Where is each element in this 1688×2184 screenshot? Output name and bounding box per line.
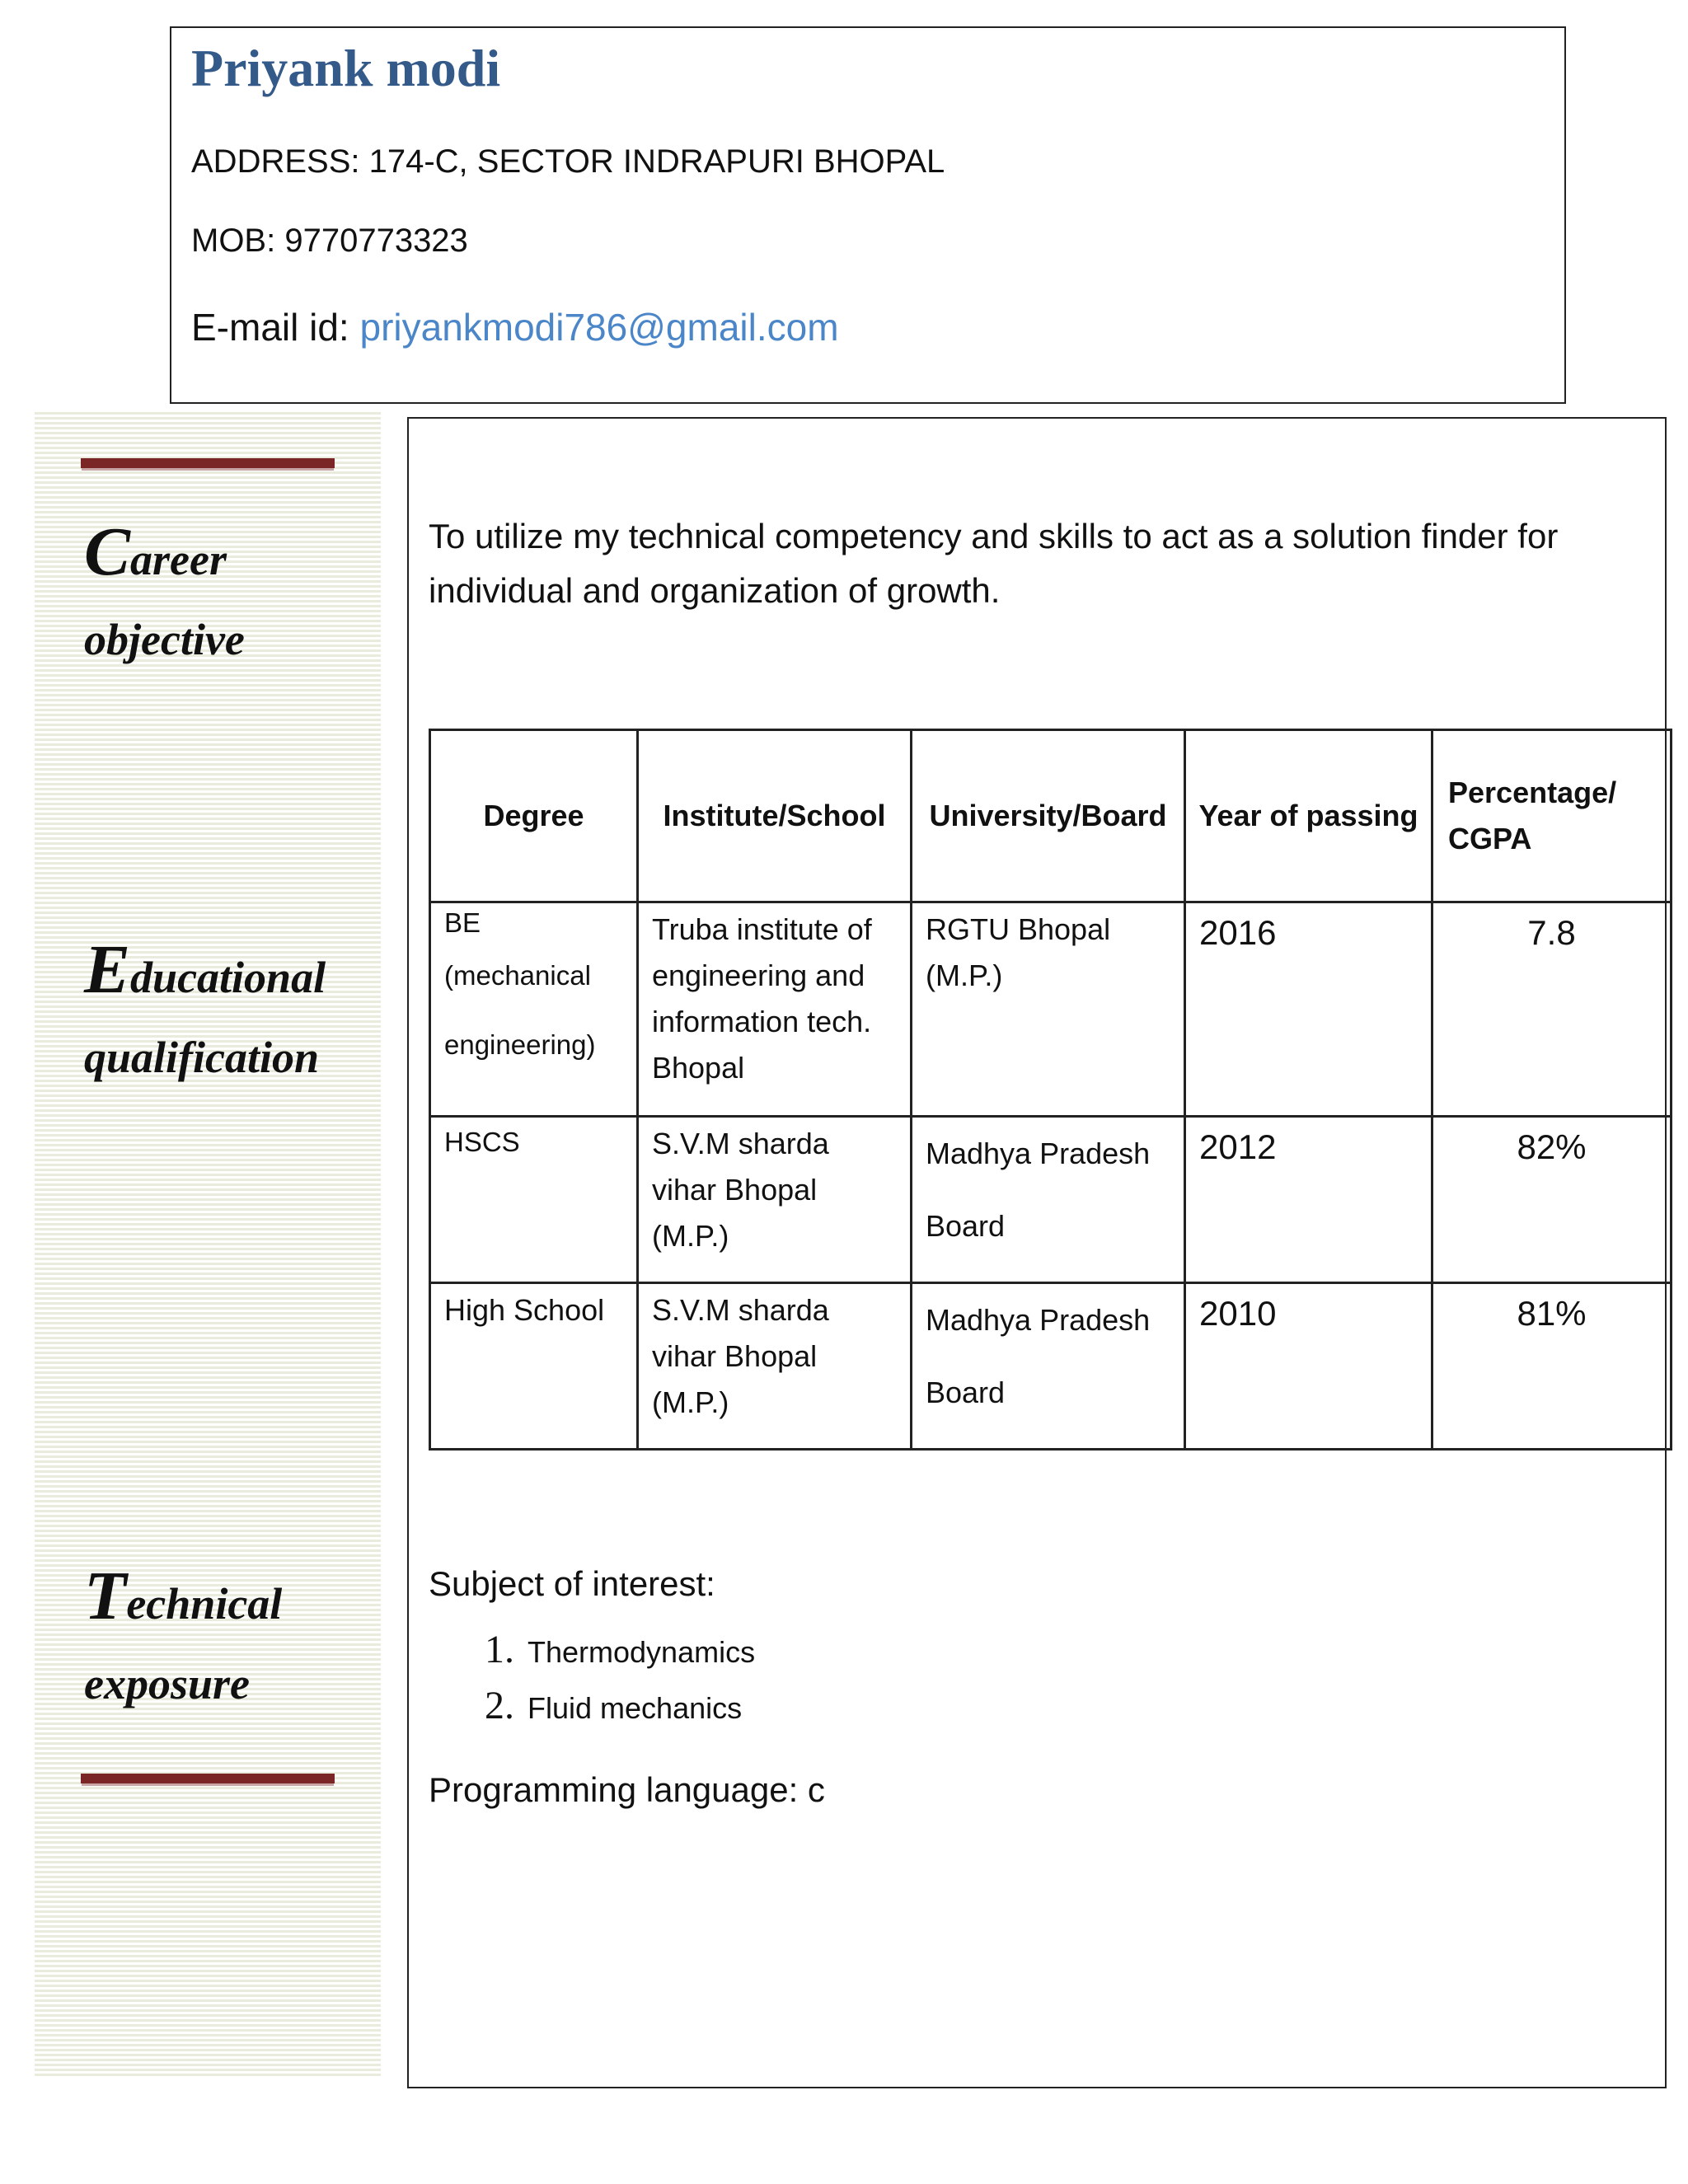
bottom-accent-bar [81, 1774, 335, 1783]
career-objective-text: To utilize my technical competency and skills to act as a solution finder for individual and organization of growth. [429, 517, 1559, 610]
educational-qualification-heading: Educational qualification [84, 931, 326, 1083]
list-number: 2. [485, 1684, 514, 1727]
list-number: 1. [485, 1628, 514, 1671]
career-objective-heading: Career objective [84, 513, 245, 665]
address: ADDRESS: 174-C, SECTOR INDRAPURI BHOPAL [191, 143, 945, 180]
technical-exposure-heading: Technical exposure [84, 1558, 283, 1709]
contact-header [170, 26, 1566, 404]
candidate-name: Priyank modi [191, 39, 501, 97]
header-year: Year of passing [1185, 730, 1432, 902]
list-item [429, 1678, 755, 1734]
institute-cell: S.V.M sharda vihar Bhopal (M.P.) [638, 1283, 912, 1450]
email-label: E-mail id: [191, 306, 360, 349]
institute-cell: Truba institute of engineering and information tech. Bhopal [638, 902, 912, 1117]
header-institute: Institute/School [638, 730, 912, 902]
table-row [430, 1117, 1672, 1283]
subjects-of-interest-title: Subject of interest: [429, 1564, 715, 1603]
main-content [407, 417, 1667, 2088]
degree-cell: High School [430, 1283, 638, 1450]
list-item [429, 1622, 755, 1678]
year-cell: 2016 [1185, 902, 1432, 1117]
table-header-row [430, 730, 1672, 902]
header-percentage: Percentage/ CGPA [1432, 730, 1672, 902]
subject-label: Fluid mechanics [528, 1691, 743, 1725]
email-line [191, 305, 839, 349]
table-row [430, 1283, 1672, 1450]
header-university: University/Board [912, 730, 1185, 902]
education-table [429, 729, 1672, 1451]
year-cell: 2010 [1185, 1283, 1432, 1450]
section-sidebar [35, 412, 381, 2077]
university-cell: Madhya Pradesh Board [912, 1117, 1185, 1283]
mobile-number: MOB: 9770773323 [191, 223, 468, 259]
university-cell: RGTU Bhopal (M.P.) [912, 902, 1185, 1117]
university-cell: Madhya Pradesh Board [912, 1283, 1185, 1450]
subject-label: Thermodynamics [528, 1635, 756, 1669]
score-cell: 82% [1432, 1117, 1672, 1283]
table-row [430, 902, 1672, 1117]
year-cell: 2012 [1185, 1117, 1432, 1283]
top-accent-bar [81, 458, 335, 468]
score-cell: 81% [1432, 1283, 1672, 1450]
email-link[interactable]: priyankmodi786@gmail.com [359, 306, 839, 349]
score-cell: 7.8 [1432, 902, 1672, 1117]
programming-language: Programming language: c [429, 1770, 825, 1809]
degree-cell: HSCS [430, 1117, 638, 1283]
institute-cell: S.V.M sharda vihar Bhopal (M.P.) [638, 1117, 912, 1283]
subjects-list [429, 1622, 755, 1734]
degree-cell: BE (mechanical engineering) [430, 902, 638, 1117]
header-degree: Degree [430, 730, 638, 902]
